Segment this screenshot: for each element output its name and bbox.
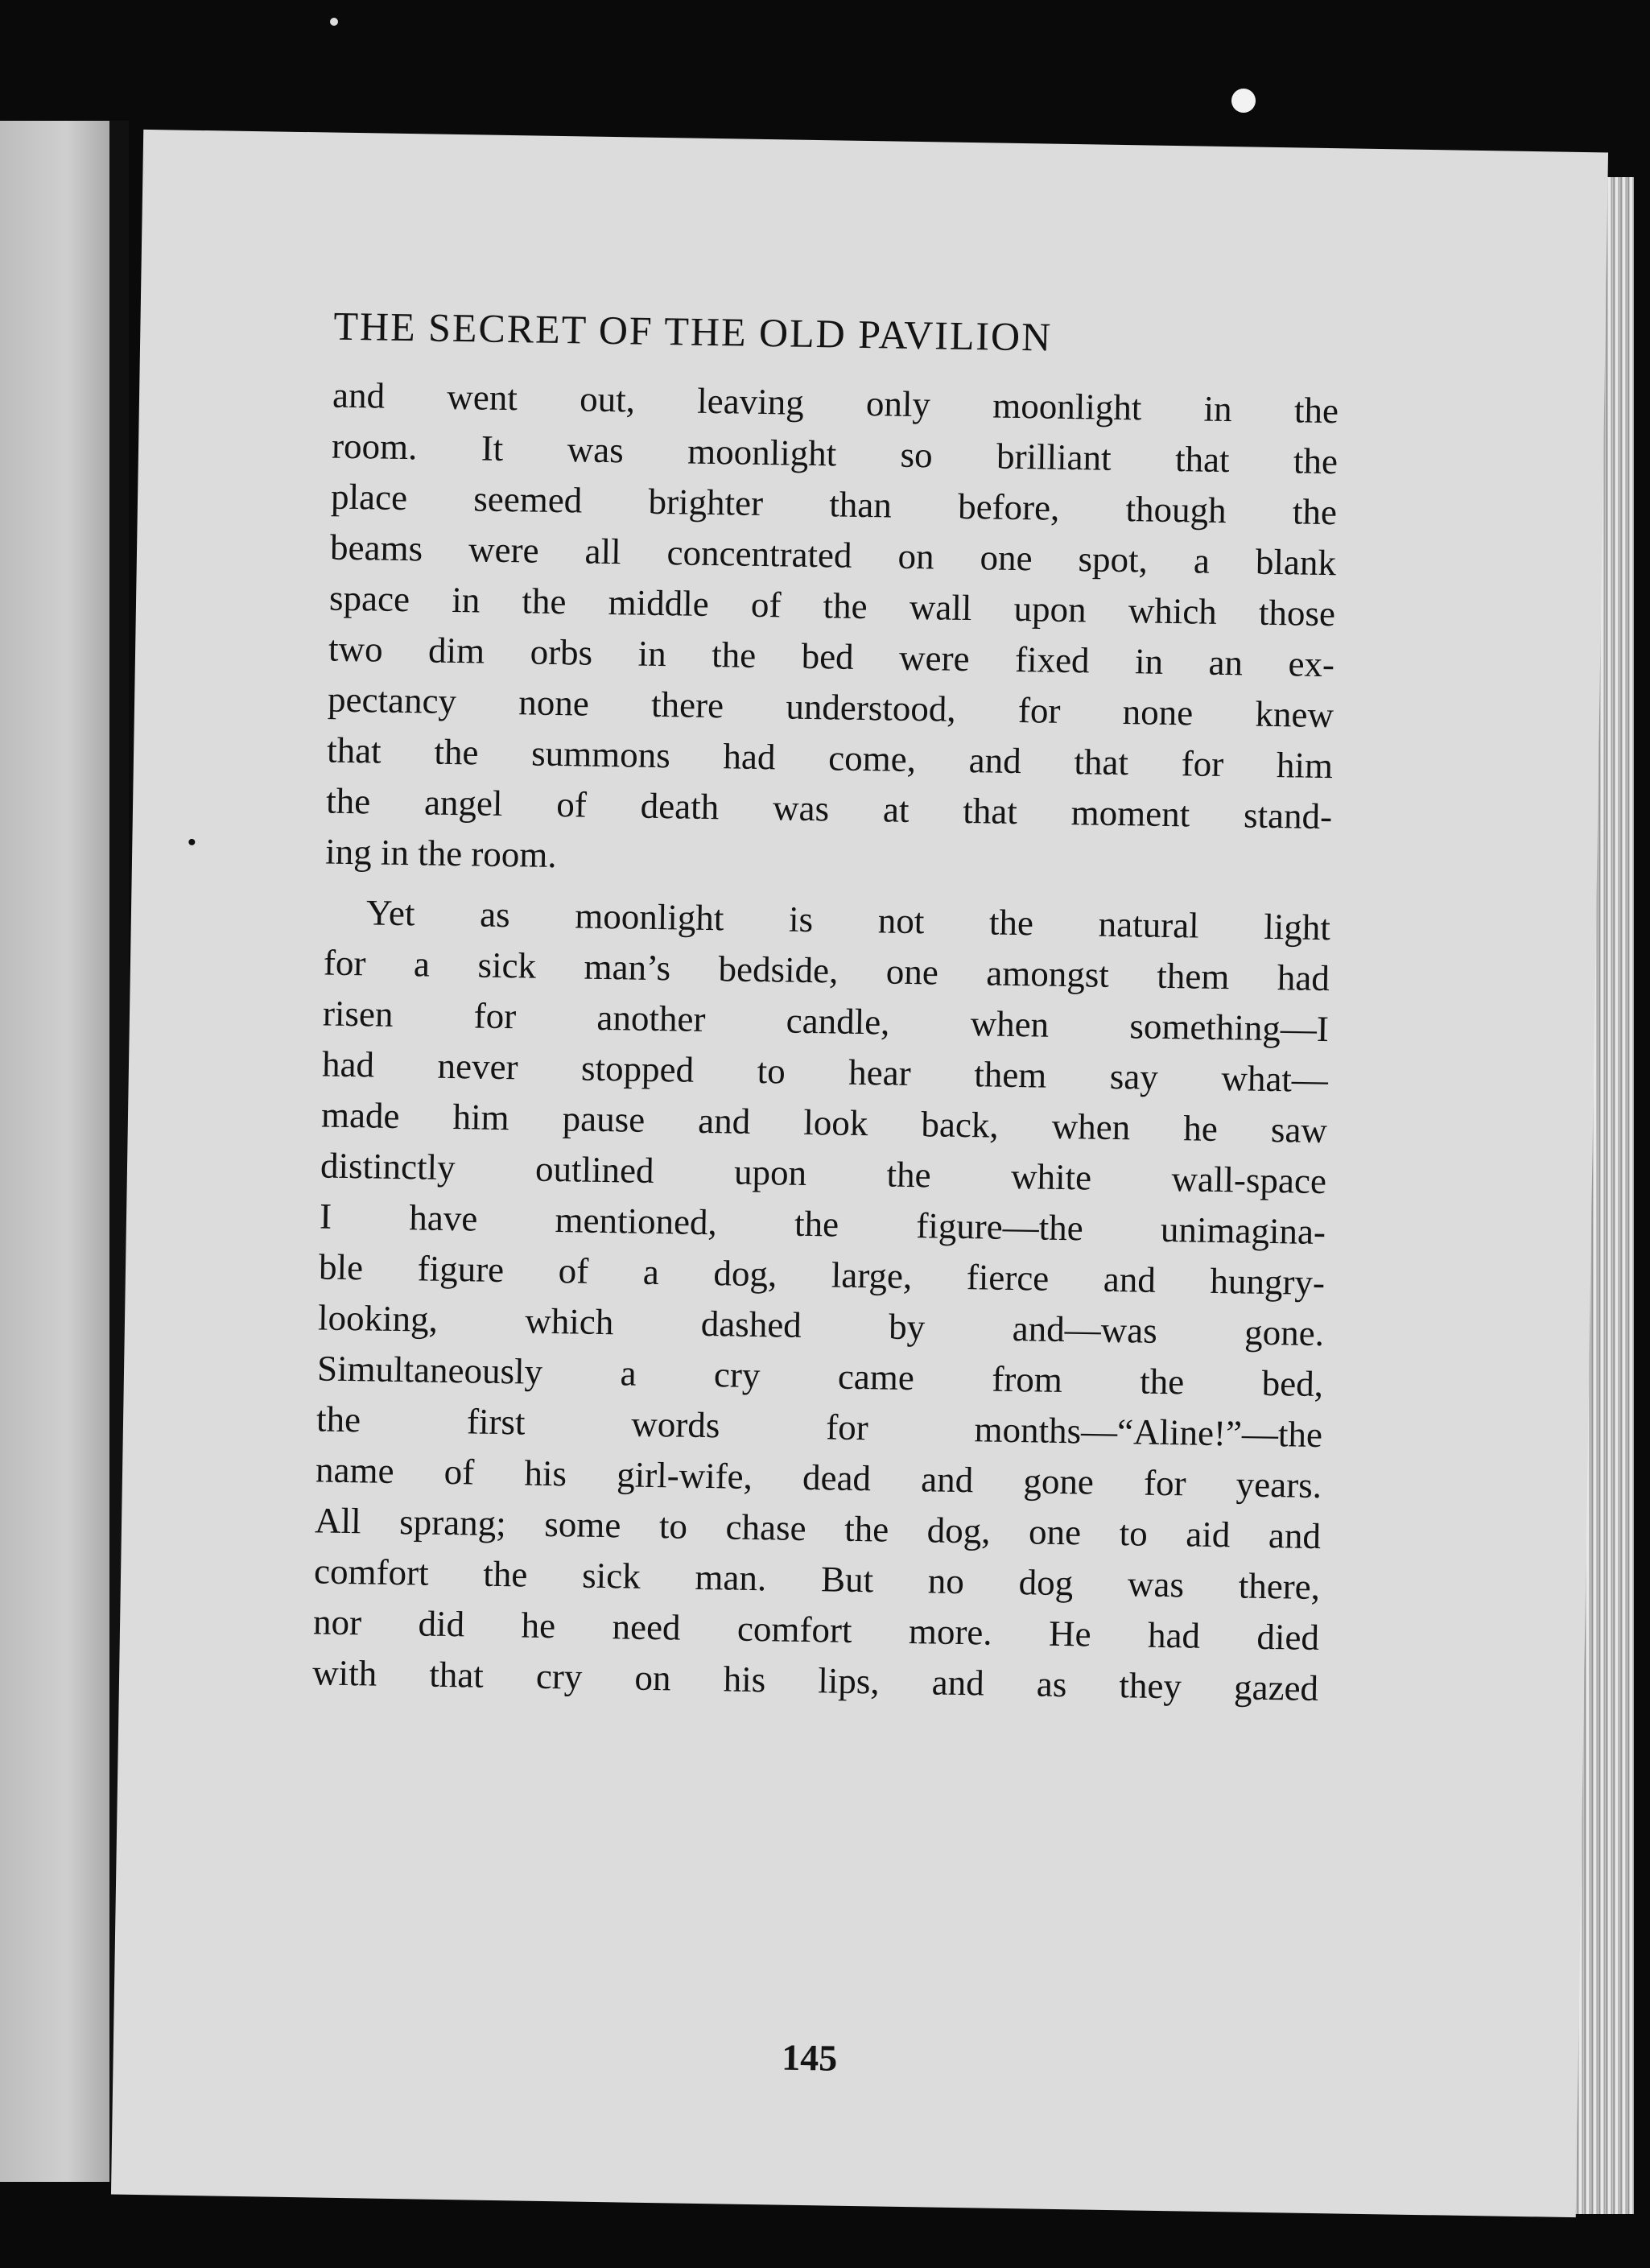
text-line: made him pause and look back, when he saw: [320, 1094, 1328, 1151]
text-line: looking, which dashed by and—was gone.: [317, 1297, 1325, 1354]
text-line: space in the middle of the wall upon which those: [328, 577, 1336, 634]
text-line: place seemed brighter than before, though the: [330, 476, 1338, 533]
text-line: two dim orbs in the bed were fixed in an ex-: [328, 628, 1335, 685]
text-line: ing in the room.: [324, 831, 558, 876]
running-head: THE SECRET OF THE OLD PAVILION: [333, 303, 1053, 360]
text-line: All sprang; some to chase the dog, one to aid and: [314, 1500, 1322, 1557]
paragraph-1: [325, 370, 1339, 894]
text-line: the angel of death was at that moment stand-: [325, 780, 1333, 837]
text-line: name of his girl-wife, dead and gone for years.: [315, 1449, 1322, 1506]
text-block: [312, 298, 1340, 1714]
text-line: the first words for months—“Aline!”—the: [316, 1398, 1323, 1456]
text-line: ble figure of a dog, large, fierce and hungry-: [318, 1246, 1326, 1303]
text-line: risen for another candle, when something—I: [322, 993, 1330, 1050]
book-page: [111, 130, 1608, 2217]
text-line: and went out, leaving only moonlight in the: [332, 374, 1339, 432]
text-line: comfort the sick man. But no dog was there,: [313, 1551, 1321, 1608]
text-line: nor did he need comfort more. He had died: [312, 1601, 1320, 1659]
text-line: Yet as moonlight is not the natural light: [365, 892, 1331, 948]
text-line: with that cry on his lips, and as they gazed: [311, 1652, 1319, 1709]
text-line: that the summons had come, and that for him: [326, 729, 1334, 787]
paragraph-2: [312, 887, 1331, 1715]
text-line: pectancy none there understood, for none knew: [327, 679, 1334, 736]
facing-page-edge: [0, 121, 111, 2182]
page-number: 145: [781, 2036, 838, 2079]
text-line: Simultaneously a cry came from the bed,: [316, 1348, 1324, 1405]
text-line: distinctly outlined upon the white wall-space: [320, 1145, 1327, 1202]
dust-speck: [1231, 89, 1256, 113]
text-line: had never stopped to hear them say what—: [321, 1043, 1329, 1101]
text-line: I have mentioned, the figure—the unimagina-: [319, 1196, 1326, 1253]
text-line: room. It was moonlight so brilliant that the: [331, 425, 1339, 482]
text-line: for a sick man’s bedside, one amongst them had: [323, 942, 1330, 999]
dust-speck: [188, 839, 195, 845]
dust-speck: [330, 18, 338, 26]
text-line: beams were all concentrated on one spot, a blank: [329, 527, 1337, 584]
